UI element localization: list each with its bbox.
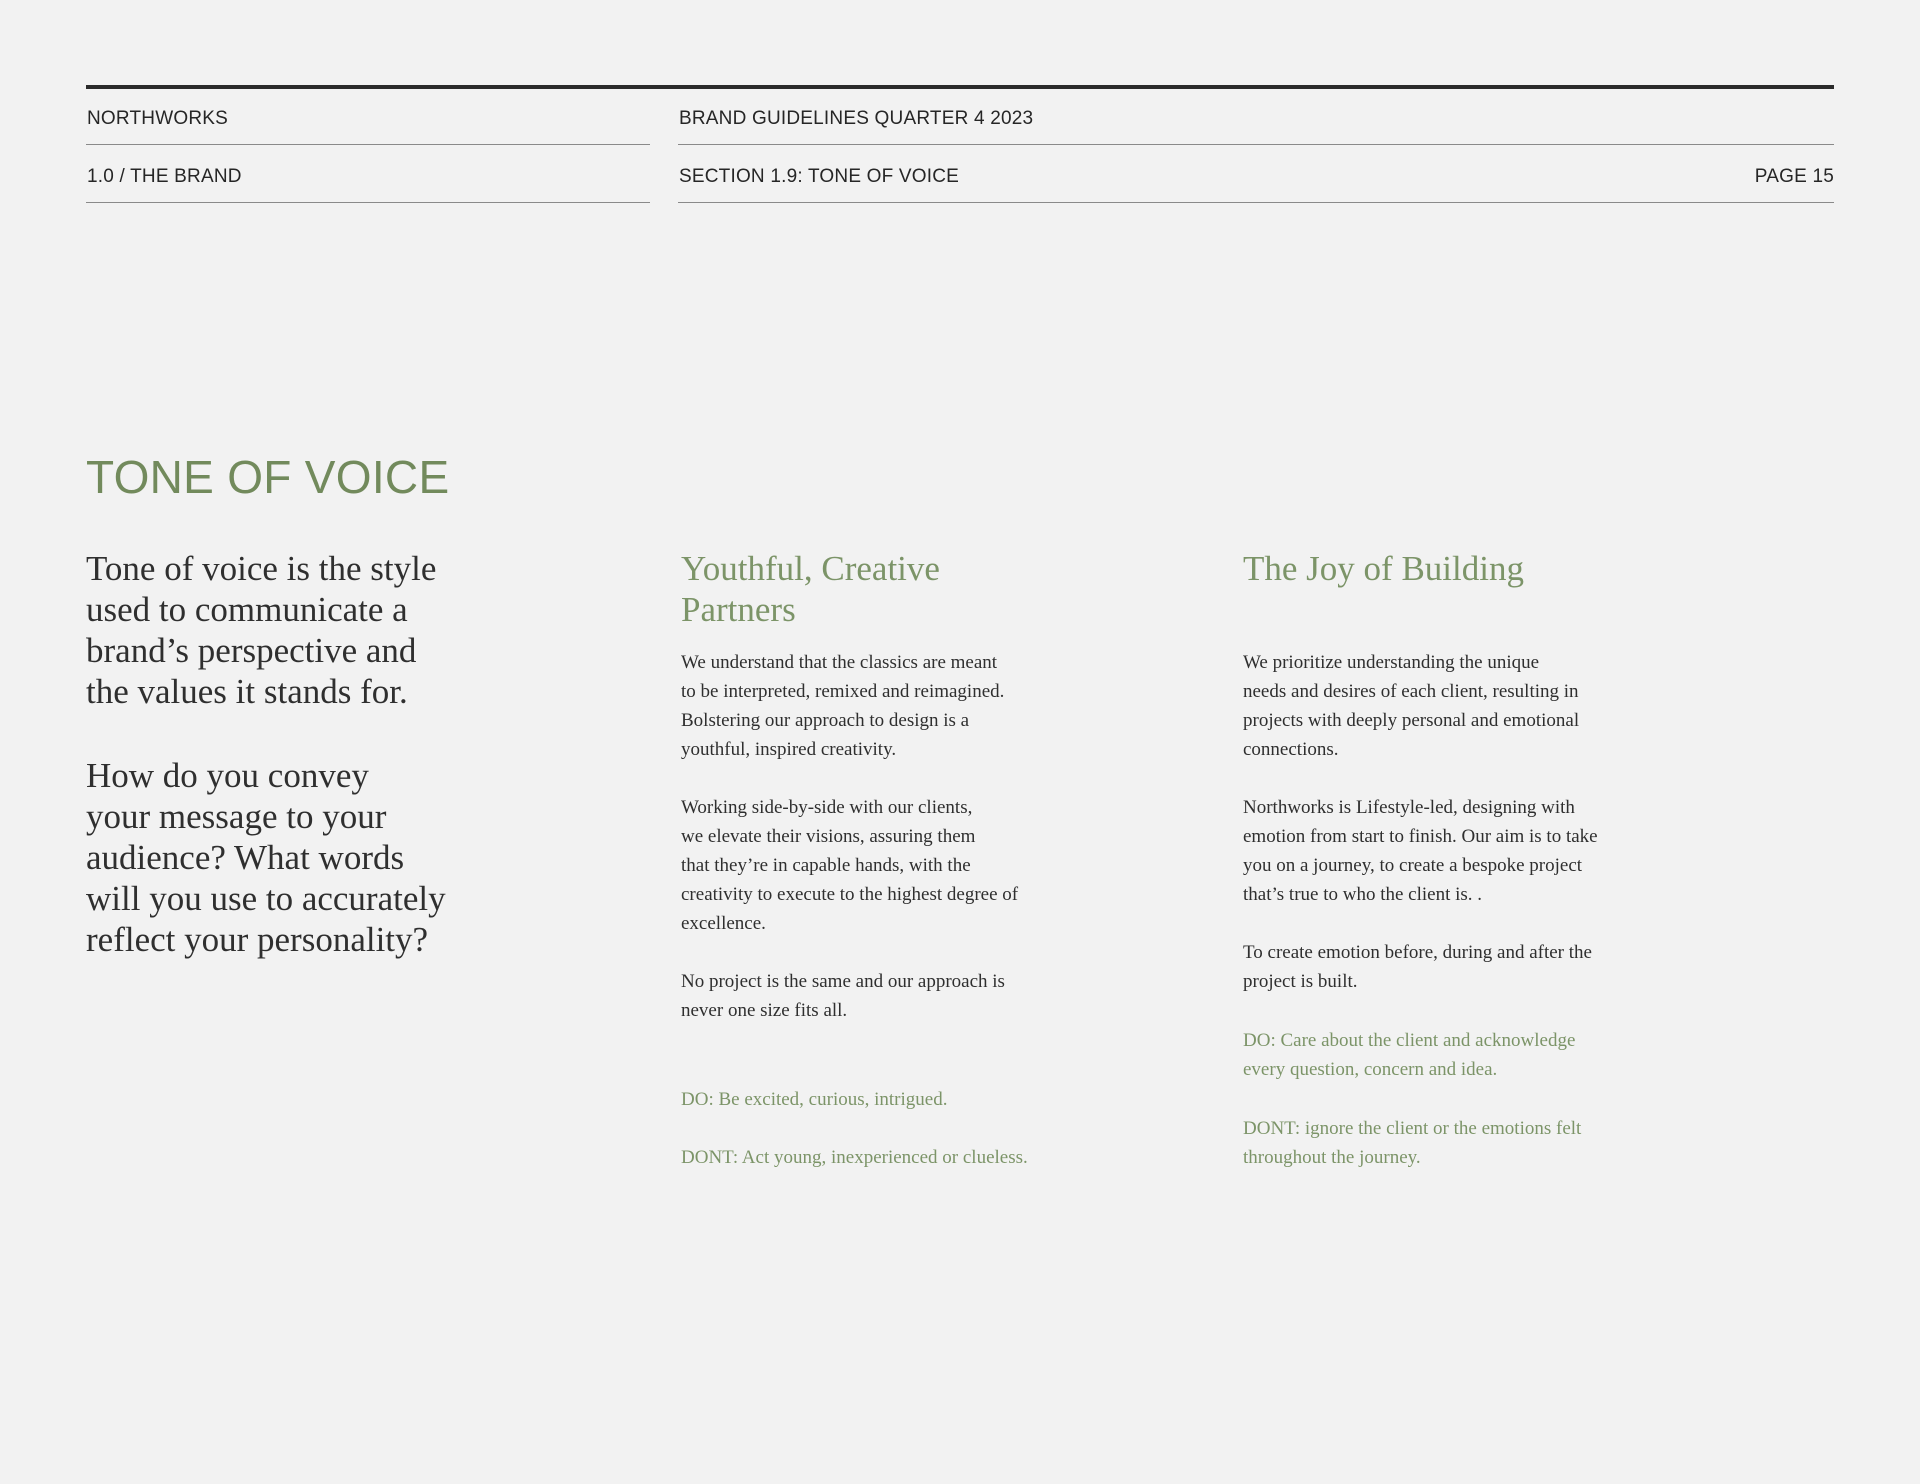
column-1-paragraph-3: No project is the same and our approach is never one size fits all.: [681, 971, 1005, 1021]
column-1-do: DO: Be excited, curious, intrigued.: [681, 1089, 948, 1110]
column-heading-youthful: Youthful, Creative Partners: [681, 549, 940, 629]
document-title: BRAND GUIDELINES QUARTER 4 2023: [679, 108, 1034, 129]
intro-paragraph-1: Tone of voice is the style used to communicate a brand’s perspective and the values it stands for.: [86, 549, 437, 711]
column-2-do: DO: Care about the client and acknowledge every question, concern and idea.: [1243, 1030, 1576, 1080]
brand-name: NORTHWORKS: [87, 108, 228, 129]
page-title: TONE OF VOICE: [86, 451, 450, 503]
page-number: PAGE 15: [1754, 166, 1834, 187]
column-2-paragraph-1: We prioritize understanding the unique needs and desires of each client, resulting in projects with deeply personal and emotional connections.: [1243, 652, 1580, 760]
column-1-paragraph-2: Working side-by-side with our clients, we elevate their visions, assuring them that they’re in capable hands, with the creativity to execute to the highest degree of excellence.: [681, 797, 1019, 934]
divider: [678, 202, 1834, 203]
column-2-dont: DONT: ignore the client or the emotions felt throughout the journey.: [1243, 1118, 1582, 1168]
column-heading-joy: The Joy of Building: [1243, 549, 1524, 588]
chapter-label: 1.0 / THE BRAND: [87, 166, 242, 187]
column-2-paragraph-3: To create emotion before, during and after the project is built.: [1243, 942, 1592, 992]
divider: [678, 144, 1834, 145]
column-1-paragraph-1: We understand that the classics are meant to be interpreted, remixed and reimagined. Bolstering our approach to design is a youthful, inspired creativity.: [681, 652, 1005, 760]
top-rule: [86, 85, 1834, 89]
column-2-paragraph-2: Northworks is Lifestyle-led, designing with emotion from start to finish. Our aim is to take you on a journey, to create a bespoke project that’s true to who the client is. .: [1243, 797, 1598, 905]
section-label: SECTION 1.9: TONE OF VOICE: [679, 166, 960, 187]
intro-paragraph-2: How do you convey your message to your audience? What words will you use to accurately reflect your personality?: [86, 756, 446, 959]
column-1-dont: DONT: Act young, inexperienced or clueless.: [681, 1147, 1028, 1168]
divider: [86, 202, 650, 203]
divider: [86, 144, 650, 145]
